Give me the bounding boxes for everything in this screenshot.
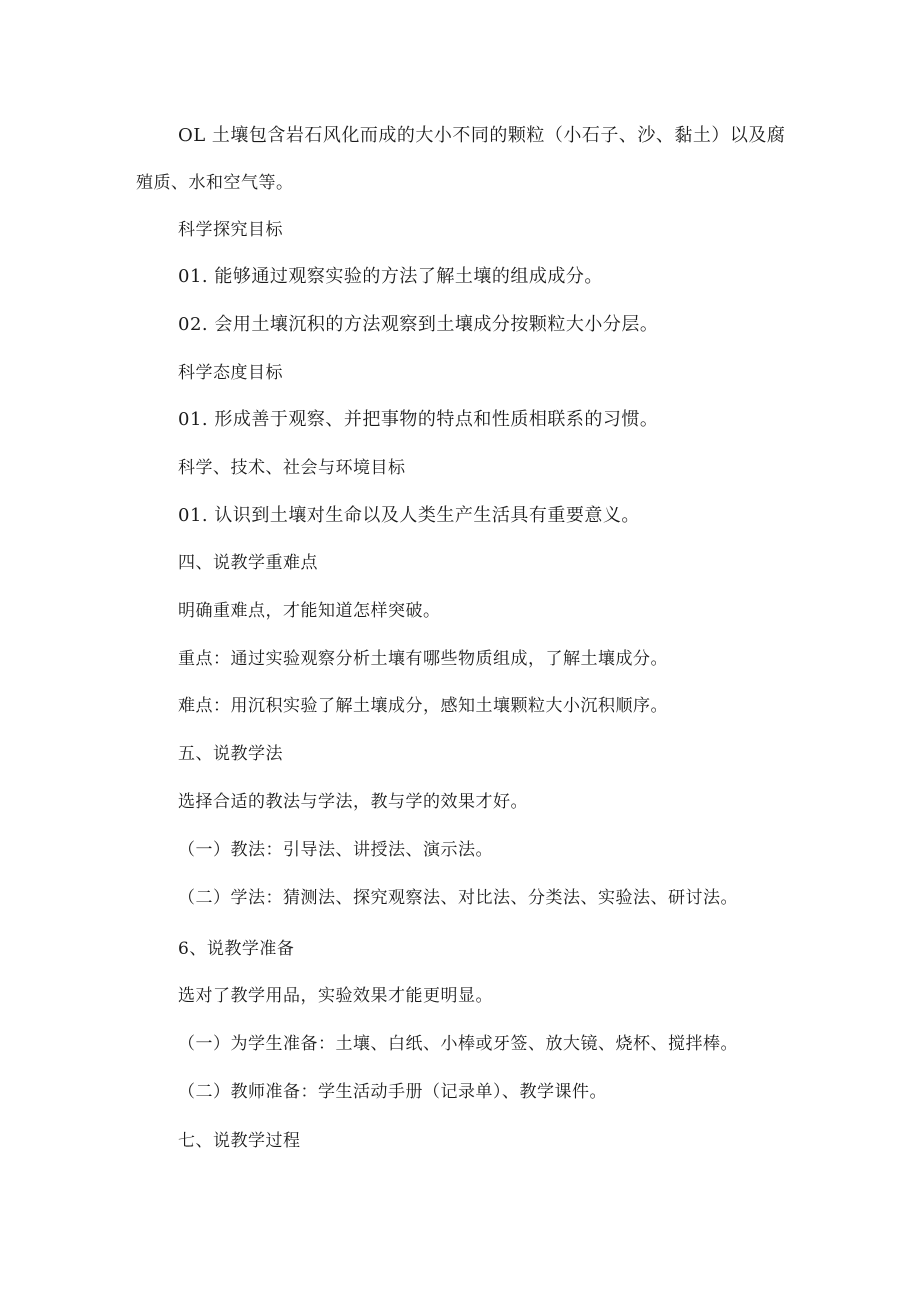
heading-inquiry-goals: 科学探究目标 — [178, 220, 283, 240]
heading-attitude-goals: 科学态度目标 — [178, 363, 283, 383]
heading-process: 七、说教学过程 — [178, 1131, 301, 1151]
heading-methods: 五、说教学法 — [178, 744, 283, 764]
list-item-teaching-methods: （一）教法：引导法、讲授法、演示法。 — [178, 840, 493, 860]
paragraph-soil-composition: OL 土壤包含岩石风化而成的大小不同的颗粒（小石子、沙、黏土）以及腐 — [178, 125, 786, 146]
paragraph-preparation-intro: 选对了教学用品，实验效果才能更明显。 — [178, 986, 493, 1006]
heading-sts-goals: 科学、技术、社会与环境目标 — [178, 458, 406, 478]
list-item-attitude-1: 01. 形成善于观察、并把事物的特点和性质相联系的习惯。 — [178, 409, 659, 430]
paragraph-key-points-intro: 明确重难点，才能知道怎样突破。 — [178, 601, 441, 621]
list-item-inquiry-1: 01. 能够通过观察实验的方法了解土壤的组成成分。 — [178, 266, 603, 287]
paragraph-methods-intro: 选择合适的教法与学法，教与学的效果才好。 — [178, 792, 528, 812]
paragraph-focus: 重点：通过实验观察分析土壤有哪些物质组成，了解土壤成分。 — [178, 649, 668, 669]
list-item-inquiry-2: 02. 会用土壤沉积的方法观察到土壤成分按颗粒大小分层。 — [178, 314, 659, 335]
paragraph-difficulty: 难点：用沉积实验了解土壤成分，感知土壤颗粒大小沉积顺序。 — [178, 696, 668, 716]
paragraph-soil-composition-cont: 殖质、水和空气等。 — [136, 173, 294, 193]
heading-key-points: 四、说教学重难点 — [178, 553, 318, 573]
list-item-student-prep: （一）为学生准备：土壤、白纸、小棒或牙签、放大镜、烧杯、搅拌棒。 — [178, 1034, 738, 1054]
list-item-teacher-prep: （二）教师准备：学生活动手册（记录单）、教学课件。 — [178, 1082, 607, 1102]
list-item-learning-methods: （二）学法：猜测法、探究观察法、对比法、分类法、实验法、研讨法。 — [178, 888, 738, 908]
heading-preparation: 6、说教学准备 — [178, 939, 295, 959]
list-item-sts-1: 01. 认识到土壤对生命以及人类生产生活具有重要意义。 — [178, 505, 640, 526]
